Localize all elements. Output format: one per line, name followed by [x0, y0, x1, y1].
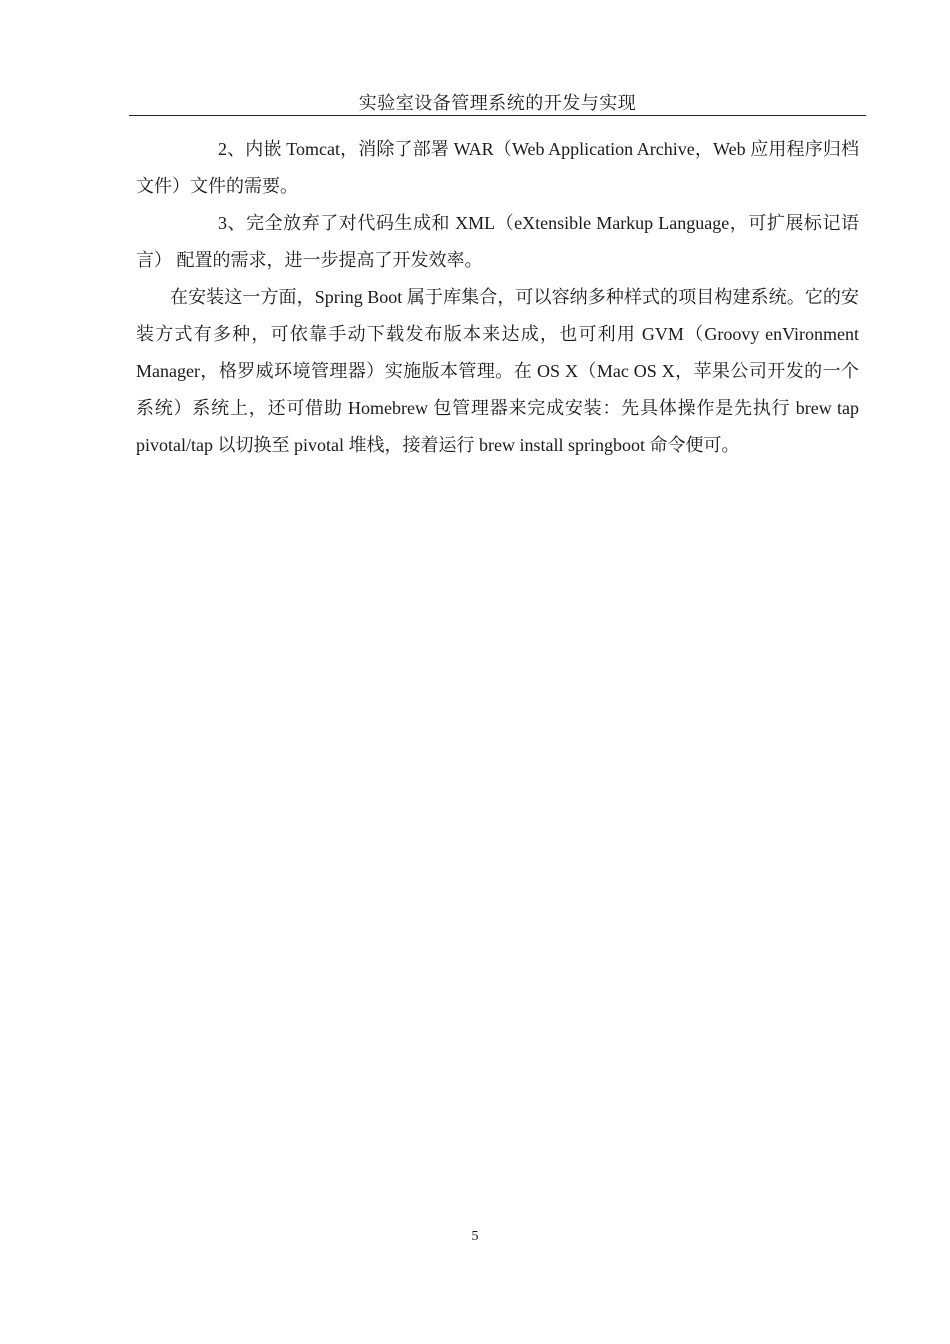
- header-divider: [129, 115, 866, 116]
- body-text: [136, 131, 859, 464]
- page-number: 5: [471, 1229, 479, 1244]
- paragraph-item-3: 3、完全放弃了对代码生成和 XML（eXtensible Markup Language，可扩展标记语言） 配置的需求，进一步提高了开发效率。: [136, 213, 859, 270]
- paragraph-installation: 在安装这一方面，Spring Boot 属于库集合，可以容纳多种样式的项目构建系统。它的安装方式有多种，可依靠手动下载发布版本来达成，也可利用 GVM（Groovy enVironment Manager，格罗威环境管理器）实施版本管理。在 OS X（Mac OS X，苹果公司开发的一个系统）系统上，还可借助 Homebrew 包管理器来完成安装：先具体操作是先执行 brew tap pivotal/tap 以切换至 pivotal 堆栈，接着运行 brew install springboot 命令便可。: [136, 287, 859, 455]
- page-header-title: 实验室设备管理系统的开发与实现: [358, 93, 637, 113]
- paragraph-item-2: 2、内嵌 Tomcat，消除了部署 WAR（Web Application Archive，Web 应用程序归档文件）文件的需要。: [136, 139, 859, 196]
